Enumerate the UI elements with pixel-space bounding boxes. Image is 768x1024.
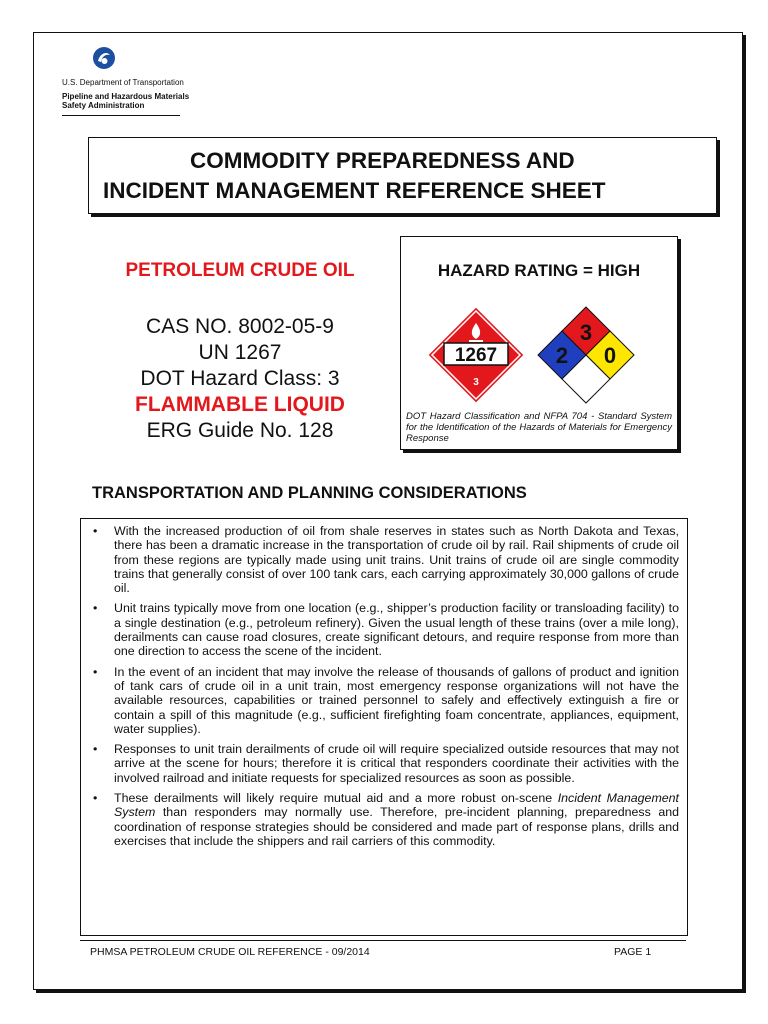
title-line2: INCIDENT MANAGEMENT REFERENCE SHEET [103,178,606,203]
bullet-icon: • [93,664,98,679]
admin-name-line2: Safety Administration [62,101,145,110]
un-number: UN 1267 [198,341,282,364]
dot-logo-icon [92,46,116,70]
hazard-rating: HAZARD RATING = HIGH [437,261,641,280]
considerations-box [80,518,688,936]
considerations-list [81,519,687,848]
bullet-icon: • [93,791,98,806]
flammable-liquid-label: FLAMMABLE LIQUID [135,393,345,416]
bullet-icon: • [93,524,98,538]
bullet-icon: • [93,742,98,757]
bullet-text: Unit trains typically move from one location (e.g., shipper’s production facility or transloading facility) to a single destination (e.g., petroleum refinery). Given the usual length of these trains (over a mile long), derailments can cause road closures, create significant detours, and require response from more than one direction to access the scene of the incident. [114,601,679,659]
dot-placard-icon [428,307,524,403]
dept-name: U.S. Department of Transportation [62,78,184,87]
header-divider [62,115,180,116]
page-title [103,146,703,206]
erg-guide: ERG Guide No. 128 [146,419,334,442]
hazard-box [400,236,678,450]
nfpa-health: 2 [555,343,569,368]
bullet-text-after: than responders may normally use. Therefore, pre-incident planning, preparedness and coordination of response strategies should be considered and made part of response plans, drills and exercises that include the shippers and rail carriers of this commodity. [114,805,679,848]
bullet-text: With the increased production of oil from shale reserves in states such as North Dakota and Texas, there has been a dramatic increase in the transportation of crude oil by rail. Rail shipments of crude oil from these regions are typically made using unit trains. Unit trains of crude oil are single commodity trains that generally consist of over 100 tank cars, each carrying approximately 30,000 gallons of crude oil. [114,524,679,596]
list-item [93,601,679,658]
nfpa-flammability: 3 [579,320,593,345]
list-item [93,524,679,595]
footer-reference: PHMSA PETROLEUM CRUDE OIL REFERENCE - 09/2014 [90,946,370,958]
placard-un-number: 1267 [454,345,498,366]
placard-class-number: 3 [473,377,479,388]
list-item [93,665,679,736]
section-heading: TRANSPORTATION AND PLANNING CONSIDERATIONS [92,484,527,502]
title-line1: COMMODITY PREPAREDNESS AND [190,148,575,173]
agency-header [62,78,189,110]
cas-number: CAS NO. 8002-05-9 [146,315,334,338]
list-item [93,742,679,785]
bullet-text [114,791,679,848]
nfpa-diamond-icon [538,307,634,403]
page-number: PAGE 1 [614,946,652,958]
bullet-text-italic: Incident Management System [114,791,679,820]
dot-hazard-class: DOT Hazard Class: 3 [140,367,340,390]
commodity-name: PETROLEUM CRUDE OIL [125,260,355,281]
hazard-caption: DOT Hazard Classification and NFPA 704 - Standard System for the Identification of the Hazards of Materials for Emergency Response [406,411,672,444]
bullet-icon: • [93,601,98,616]
bullet-text-before: These derailments will likely require mutual aid and a more robust on-scene [114,791,558,806]
bullet-text: In the event of an incident that may involve the release of thousands of gallons of product and ignition of tank cars of crude oil in a unit train, most emergency response organizations will not have the available resources, capabilities or trained personnel to safely and effectively extinguish a fire or contain a spill of this magnitude (e.g., sufficient firefighting foam concentrate, appliances, equipment, water supplies). [114,664,679,736]
bullet-text: Responses to unit train derailments of crude oil will require specialized outside resources that may not arrive at the scene for hours; therefore it is critical that responders coordinate their activities with the involved railroad and initiate requests for specialized resources as soon as possible. [114,742,679,785]
nfpa-instability: 0 [603,343,617,368]
commodity-identifiers [90,314,390,444]
admin-name-line1: Pipeline and Hazardous Materials [62,92,190,101]
title-box [88,137,717,214]
list-item [93,791,679,848]
footer-divider [80,940,686,941]
hazard-placards [426,305,656,405]
